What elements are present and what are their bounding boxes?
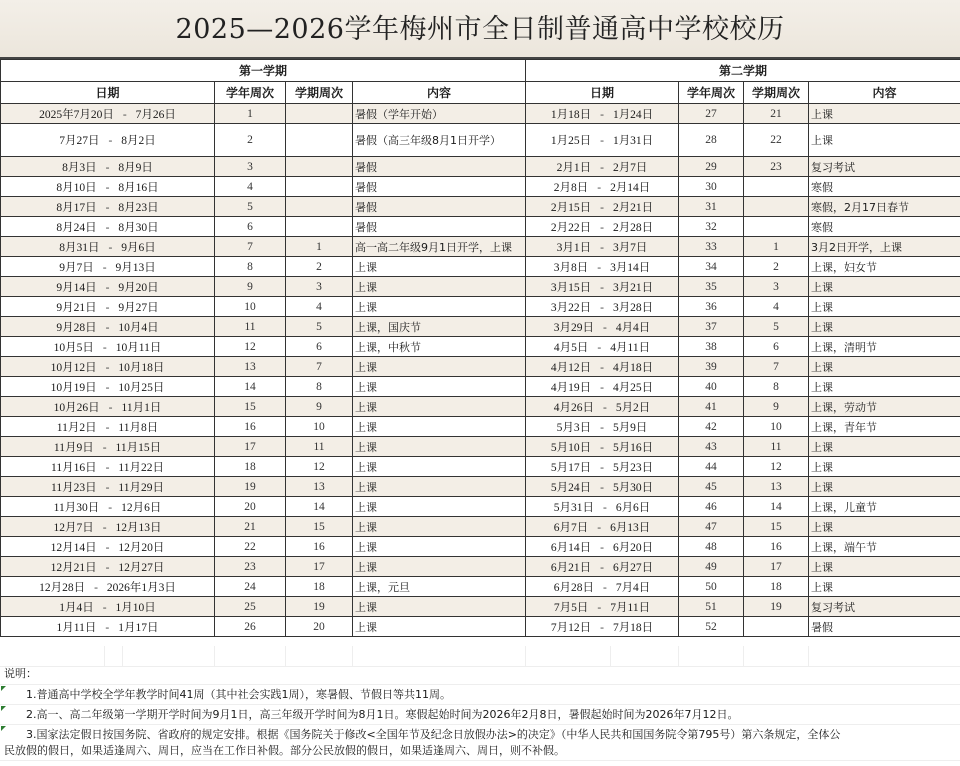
content-cell: 暑假 [809, 617, 960, 637]
date-range-cell: 2月22日 - 2月28日 [526, 217, 679, 237]
year-week-cell: 10 [215, 297, 286, 317]
term-week-cell: 8 [286, 377, 353, 397]
term-week-cell: 5 [286, 317, 353, 337]
content-cell: 寒假 [809, 217, 960, 237]
date-range-cell: 11月9日 - 11月15日 [1, 437, 215, 457]
term-week-cell: 10 [286, 417, 353, 437]
term-week-cell: 17 [286, 557, 353, 577]
table-row [1, 377, 960, 397]
year-week-cell: 40 [679, 377, 744, 397]
cell-comment-marker-icon [1, 686, 6, 691]
col-date-2: 日期 [526, 82, 679, 104]
date-range-cell: 12月28日 - 2026年1月3日 [1, 577, 215, 597]
term-week-cell: 6 [286, 337, 353, 357]
year-week-cell: 49 [679, 557, 744, 577]
notes-section [0, 664, 960, 761]
term-week-cell [744, 197, 809, 217]
date-range-cell: 8月17日 - 8月23日 [1, 197, 215, 217]
content-cell: 上课 [353, 357, 526, 377]
content-cell: 上课 [809, 457, 960, 477]
content-cell: 上课 [809, 477, 960, 497]
table-row [1, 177, 960, 197]
year-week-cell: 29 [679, 157, 744, 177]
year-week-cell: 15 [215, 397, 286, 417]
term-week-cell [744, 617, 809, 637]
date-range-cell: 11月2日 - 11月8日 [1, 417, 215, 437]
col-term-week-1: 学期周次 [286, 82, 353, 104]
year-week-cell: 13 [215, 357, 286, 377]
date-range-cell: 3月15日 - 3月21日 [526, 277, 679, 297]
content-cell: 上课 [353, 617, 526, 637]
year-week-cell: 47 [679, 517, 744, 537]
content-cell: 上课 [809, 557, 960, 577]
date-range-cell: 7月12日 - 7月18日 [526, 617, 679, 637]
term-week-cell: 13 [744, 477, 809, 497]
content-cell: 上课 [809, 517, 960, 537]
date-range-cell: 11月30日 - 12月6日 [1, 497, 215, 517]
term-week-cell: 19 [744, 597, 809, 617]
year-week-cell: 31 [679, 197, 744, 217]
title-band [0, 0, 960, 59]
term-week-cell: 21 [744, 104, 809, 124]
year-week-cell: 9 [215, 277, 286, 297]
date-range-cell: 1月18日 - 1月24日 [526, 104, 679, 124]
date-range-cell: 4月5日 - 4月11日 [526, 337, 679, 357]
table-row [1, 357, 960, 377]
date-range-cell: 3月1日 - 3月7日 [526, 237, 679, 257]
calendar-body [1, 104, 960, 637]
date-range-cell: 1月4日 - 1月10日 [1, 597, 215, 617]
table-row [1, 124, 960, 157]
term-week-cell: 12 [286, 457, 353, 477]
term-week-cell: 20 [286, 617, 353, 637]
term-week-cell [744, 177, 809, 197]
term-week-cell: 1 [286, 237, 353, 257]
content-cell: 上课 [809, 577, 960, 597]
content-cell: 上课，元旦 [353, 577, 526, 597]
table-row [1, 417, 960, 437]
term-week-cell: 8 [744, 377, 809, 397]
content-cell: 上课，妇女节 [809, 257, 960, 277]
date-range-cell: 4月12日 - 4月18日 [526, 357, 679, 377]
term-week-cell [286, 124, 353, 157]
date-range-cell: 8月24日 - 8月30日 [1, 217, 215, 237]
content-cell: 上课，国庆节 [353, 317, 526, 337]
content-cell: 上课 [353, 557, 526, 577]
year-week-cell: 39 [679, 357, 744, 377]
date-range-cell: 2025年7月20日 - 7月26日 [1, 104, 215, 124]
year-week-cell: 20 [215, 497, 286, 517]
year-week-cell: 23 [215, 557, 286, 577]
content-cell: 暑假（学年开始） [353, 104, 526, 124]
content-cell: 上课 [809, 317, 960, 337]
date-range-cell: 6月14日 - 6月20日 [526, 537, 679, 557]
table-row [1, 104, 960, 124]
cell-comment-marker-icon [1, 706, 6, 711]
content-cell: 上课 [353, 497, 526, 517]
content-cell: 上课 [809, 437, 960, 457]
note-item: 1.普通高中学校全学年教学时间41周（其中社会实践1周），寒暑假、节假日等共11周。 [0, 685, 960, 705]
note-item: 3.国家法定假日按国务院、省政府的规定安排。根据《国务院关于修改<全国年节及纪念日放假办法>的决定》（中华人民共和国国务院令第795号）第六条规定，全体公 民放假的假日，如果适逢周六、周日，应当在工作日补假。部分公民放假的假日，如果适逢周六、周日，则不补假。 [0, 725, 960, 761]
content-cell: 上课 [809, 357, 960, 377]
content-cell: 上课 [809, 124, 960, 157]
table-row [1, 297, 960, 317]
notes-label: 说明： [0, 664, 960, 685]
year-week-cell: 42 [679, 417, 744, 437]
semester-1-header: 第一学期 [1, 60, 526, 82]
table-row [1, 517, 960, 537]
content-cell: 暑假 [353, 197, 526, 217]
year-week-cell: 48 [679, 537, 744, 557]
year-week-cell: 43 [679, 437, 744, 457]
table-row [1, 477, 960, 497]
content-cell: 高一高二年级9月1日开学，上课 [353, 237, 526, 257]
year-week-cell: 11 [215, 317, 286, 337]
content-cell: 暑假（高三年级8月1日开学） [353, 124, 526, 157]
term-week-cell: 3 [286, 277, 353, 297]
content-cell: 复习考试 [809, 157, 960, 177]
year-week-cell: 17 [215, 437, 286, 457]
term-week-cell: 13 [286, 477, 353, 497]
term-week-cell [286, 177, 353, 197]
content-cell: 上课，端午节 [809, 537, 960, 557]
term-week-cell: 22 [744, 124, 809, 157]
date-range-cell: 1月25日 - 1月31日 [526, 124, 679, 157]
date-range-cell: 7月5日 - 7月11日 [526, 597, 679, 617]
date-range-cell: 8月3日 - 8月9日 [1, 157, 215, 177]
year-week-cell: 14 [215, 377, 286, 397]
year-week-cell: 18 [215, 457, 286, 477]
col-content-2: 内容 [809, 82, 960, 104]
year-week-cell: 27 [679, 104, 744, 124]
content-cell: 上课 [353, 457, 526, 477]
date-range-cell: 9月21日 - 9月27日 [1, 297, 215, 317]
term-week-cell: 19 [286, 597, 353, 617]
year-week-cell: 32 [679, 217, 744, 237]
content-cell: 上课 [353, 597, 526, 617]
date-range-cell: 8月31日 - 9月6日 [1, 237, 215, 257]
date-range-cell: 5月10日 - 5月16日 [526, 437, 679, 457]
content-cell: 上课 [809, 104, 960, 124]
date-range-cell: 6月21日 - 6月27日 [526, 557, 679, 577]
content-cell: 上课 [353, 277, 526, 297]
content-cell: 上课 [353, 537, 526, 557]
year-week-cell: 25 [215, 597, 286, 617]
content-cell: 上课，中秋节 [353, 337, 526, 357]
date-range-cell: 1月11日 - 1月17日 [1, 617, 215, 637]
table-row [1, 557, 960, 577]
table-row [1, 197, 960, 217]
year-week-cell: 7 [215, 237, 286, 257]
term-week-cell: 23 [744, 157, 809, 177]
year-week-cell: 3 [215, 157, 286, 177]
date-range-cell: 10月5日 - 10月11日 [1, 337, 215, 357]
content-cell: 上课 [809, 277, 960, 297]
date-range-cell: 2月1日 - 2月7日 [526, 157, 679, 177]
year-week-cell: 1 [215, 104, 286, 124]
year-week-cell: 46 [679, 497, 744, 517]
content-cell: 暑假 [353, 177, 526, 197]
term-week-cell: 2 [286, 257, 353, 277]
date-range-cell: 9月14日 - 9月20日 [1, 277, 215, 297]
semester-2-header: 第二学期 [526, 60, 960, 82]
date-range-cell: 3月29日 - 4月4日 [526, 317, 679, 337]
term-week-cell: 9 [286, 397, 353, 417]
calendar-table [0, 59, 960, 637]
content-cell: 3月2日开学，上课 [809, 237, 960, 257]
table-row [1, 457, 960, 477]
year-week-cell: 52 [679, 617, 744, 637]
year-week-cell: 34 [679, 257, 744, 277]
content-cell: 上课，青年节 [809, 417, 960, 437]
date-range-cell: 3月22日 - 3月28日 [526, 297, 679, 317]
content-cell: 上课 [353, 417, 526, 437]
date-range-cell: 7月27日 - 8月2日 [1, 124, 215, 157]
year-week-cell: 44 [679, 457, 744, 477]
content-cell: 上课 [353, 377, 526, 397]
year-week-cell: 22 [215, 537, 286, 557]
col-term-week-2: 学期周次 [744, 82, 809, 104]
content-cell: 上课，儿童节 [809, 497, 960, 517]
date-range-cell: 6月28日 - 7月4日 [526, 577, 679, 597]
term-week-cell: 7 [744, 357, 809, 377]
date-range-cell: 2月8日 - 2月14日 [526, 177, 679, 197]
year-week-cell: 8 [215, 257, 286, 277]
page-title: 2025—2026学年梅州市全日制普通高中学校校历 [175, 14, 785, 45]
date-range-cell: 11月16日 - 11月22日 [1, 457, 215, 477]
date-range-cell: 3月8日 - 3月14日 [526, 257, 679, 277]
note-item: 2.高一、高二年级第一学期开学时间为9月1日，高三年级开学时间为8月1日。寒假起始时间为2026年2月8日，暑假起始时间为2026年7月12日。 [0, 705, 960, 725]
date-range-cell: 10月19日 - 10月25日 [1, 377, 215, 397]
term-week-cell: 16 [286, 537, 353, 557]
year-week-cell: 38 [679, 337, 744, 357]
year-week-cell: 37 [679, 317, 744, 337]
term-week-cell [286, 104, 353, 124]
term-week-cell: 4 [744, 297, 809, 317]
table-row [1, 537, 960, 557]
content-cell: 上课，劳动节 [809, 397, 960, 417]
date-range-cell: 10月12日 - 10月18日 [1, 357, 215, 377]
date-range-cell: 2月15日 - 2月21日 [526, 197, 679, 217]
year-week-cell: 21 [215, 517, 286, 537]
content-cell: 暑假 [353, 217, 526, 237]
table-row [1, 337, 960, 357]
year-week-cell: 35 [679, 277, 744, 297]
year-week-cell: 12 [215, 337, 286, 357]
date-range-cell: 12月7日 - 12月13日 [1, 517, 215, 537]
term-week-cell: 18 [744, 577, 809, 597]
table-row [1, 217, 960, 237]
content-cell: 上课，清明节 [809, 337, 960, 357]
table-row [1, 497, 960, 517]
year-week-cell: 30 [679, 177, 744, 197]
term-week-cell: 14 [286, 497, 353, 517]
term-week-cell [286, 217, 353, 237]
date-range-cell: 12月14日 - 12月20日 [1, 537, 215, 557]
cell-comment-marker-icon [1, 726, 6, 731]
table-row [1, 397, 960, 417]
term-week-cell: 16 [744, 537, 809, 557]
date-range-cell: 9月7日 - 9月13日 [1, 257, 215, 277]
content-cell: 上课 [353, 257, 526, 277]
table-row [1, 237, 960, 257]
term-week-cell: 6 [744, 337, 809, 357]
term-week-cell: 15 [744, 517, 809, 537]
col-year-week-1: 学年周次 [215, 82, 286, 104]
content-cell: 寒假，2月17日春节 [809, 197, 960, 217]
term-week-cell: 3 [744, 277, 809, 297]
date-range-cell: 8月10日 - 8月16日 [1, 177, 215, 197]
term-week-cell: 18 [286, 577, 353, 597]
table-row [1, 157, 960, 177]
year-week-cell: 28 [679, 124, 744, 157]
content-cell: 寒假 [809, 177, 960, 197]
year-week-cell: 16 [215, 417, 286, 437]
content-cell: 上课 [353, 477, 526, 497]
term-week-cell: 5 [744, 317, 809, 337]
year-week-cell: 2 [215, 124, 286, 157]
year-week-cell: 36 [679, 297, 744, 317]
content-cell: 复习考试 [809, 597, 960, 617]
term-week-cell: 2 [744, 257, 809, 277]
date-range-cell: 12月21日 - 12月27日 [1, 557, 215, 577]
year-week-cell: 45 [679, 477, 744, 497]
table-row [1, 597, 960, 617]
term-week-cell: 12 [744, 457, 809, 477]
date-range-cell: 4月26日 - 5月2日 [526, 397, 679, 417]
date-range-cell: 6月7日 - 6月13日 [526, 517, 679, 537]
date-range-cell: 5月31日 - 6月6日 [526, 497, 679, 517]
date-range-cell: 5月3日 - 5月9日 [526, 417, 679, 437]
year-week-cell: 26 [215, 617, 286, 637]
year-week-cell: 50 [679, 577, 744, 597]
term-week-cell: 4 [286, 297, 353, 317]
date-range-cell: 10月26日 - 11月1日 [1, 397, 215, 417]
content-cell: 上课 [353, 437, 526, 457]
term-week-cell: 17 [744, 557, 809, 577]
table-row [1, 277, 960, 297]
year-week-cell: 6 [215, 217, 286, 237]
content-cell: 暑假 [353, 157, 526, 177]
content-cell: 上课 [353, 297, 526, 317]
col-content-1: 内容 [353, 82, 526, 104]
term-week-cell [286, 197, 353, 217]
year-week-cell: 41 [679, 397, 744, 417]
content-cell: 上课 [809, 297, 960, 317]
content-cell: 上课 [353, 397, 526, 417]
year-week-cell: 24 [215, 577, 286, 597]
date-range-cell: 5月24日 - 5月30日 [526, 477, 679, 497]
term-week-cell: 14 [744, 497, 809, 517]
term-week-cell: 1 [744, 237, 809, 257]
table-row [1, 257, 960, 277]
term-week-cell [744, 217, 809, 237]
term-week-cell: 11 [744, 437, 809, 457]
col-date-1: 日期 [1, 82, 215, 104]
date-range-cell: 9月28日 - 10月4日 [1, 317, 215, 337]
table-row [1, 577, 960, 597]
date-range-cell: 4月19日 - 4月25日 [526, 377, 679, 397]
table-row [1, 437, 960, 457]
table-row [1, 617, 960, 637]
year-week-cell: 51 [679, 597, 744, 617]
col-year-week-2: 学年周次 [679, 82, 744, 104]
year-week-cell: 5 [215, 197, 286, 217]
term-week-cell: 7 [286, 357, 353, 377]
term-week-cell [286, 157, 353, 177]
year-week-cell: 4 [215, 177, 286, 197]
content-cell: 上课 [809, 377, 960, 397]
term-week-cell: 15 [286, 517, 353, 537]
content-cell: 上课 [353, 517, 526, 537]
date-range-cell: 5月17日 - 5月23日 [526, 457, 679, 477]
year-week-cell: 19 [215, 477, 286, 497]
date-range-cell: 11月23日 - 11月29日 [1, 477, 215, 497]
term-week-cell: 11 [286, 437, 353, 457]
year-week-cell: 33 [679, 237, 744, 257]
term-week-cell: 9 [744, 397, 809, 417]
table-row [1, 317, 960, 337]
term-week-cell: 10 [744, 417, 809, 437]
